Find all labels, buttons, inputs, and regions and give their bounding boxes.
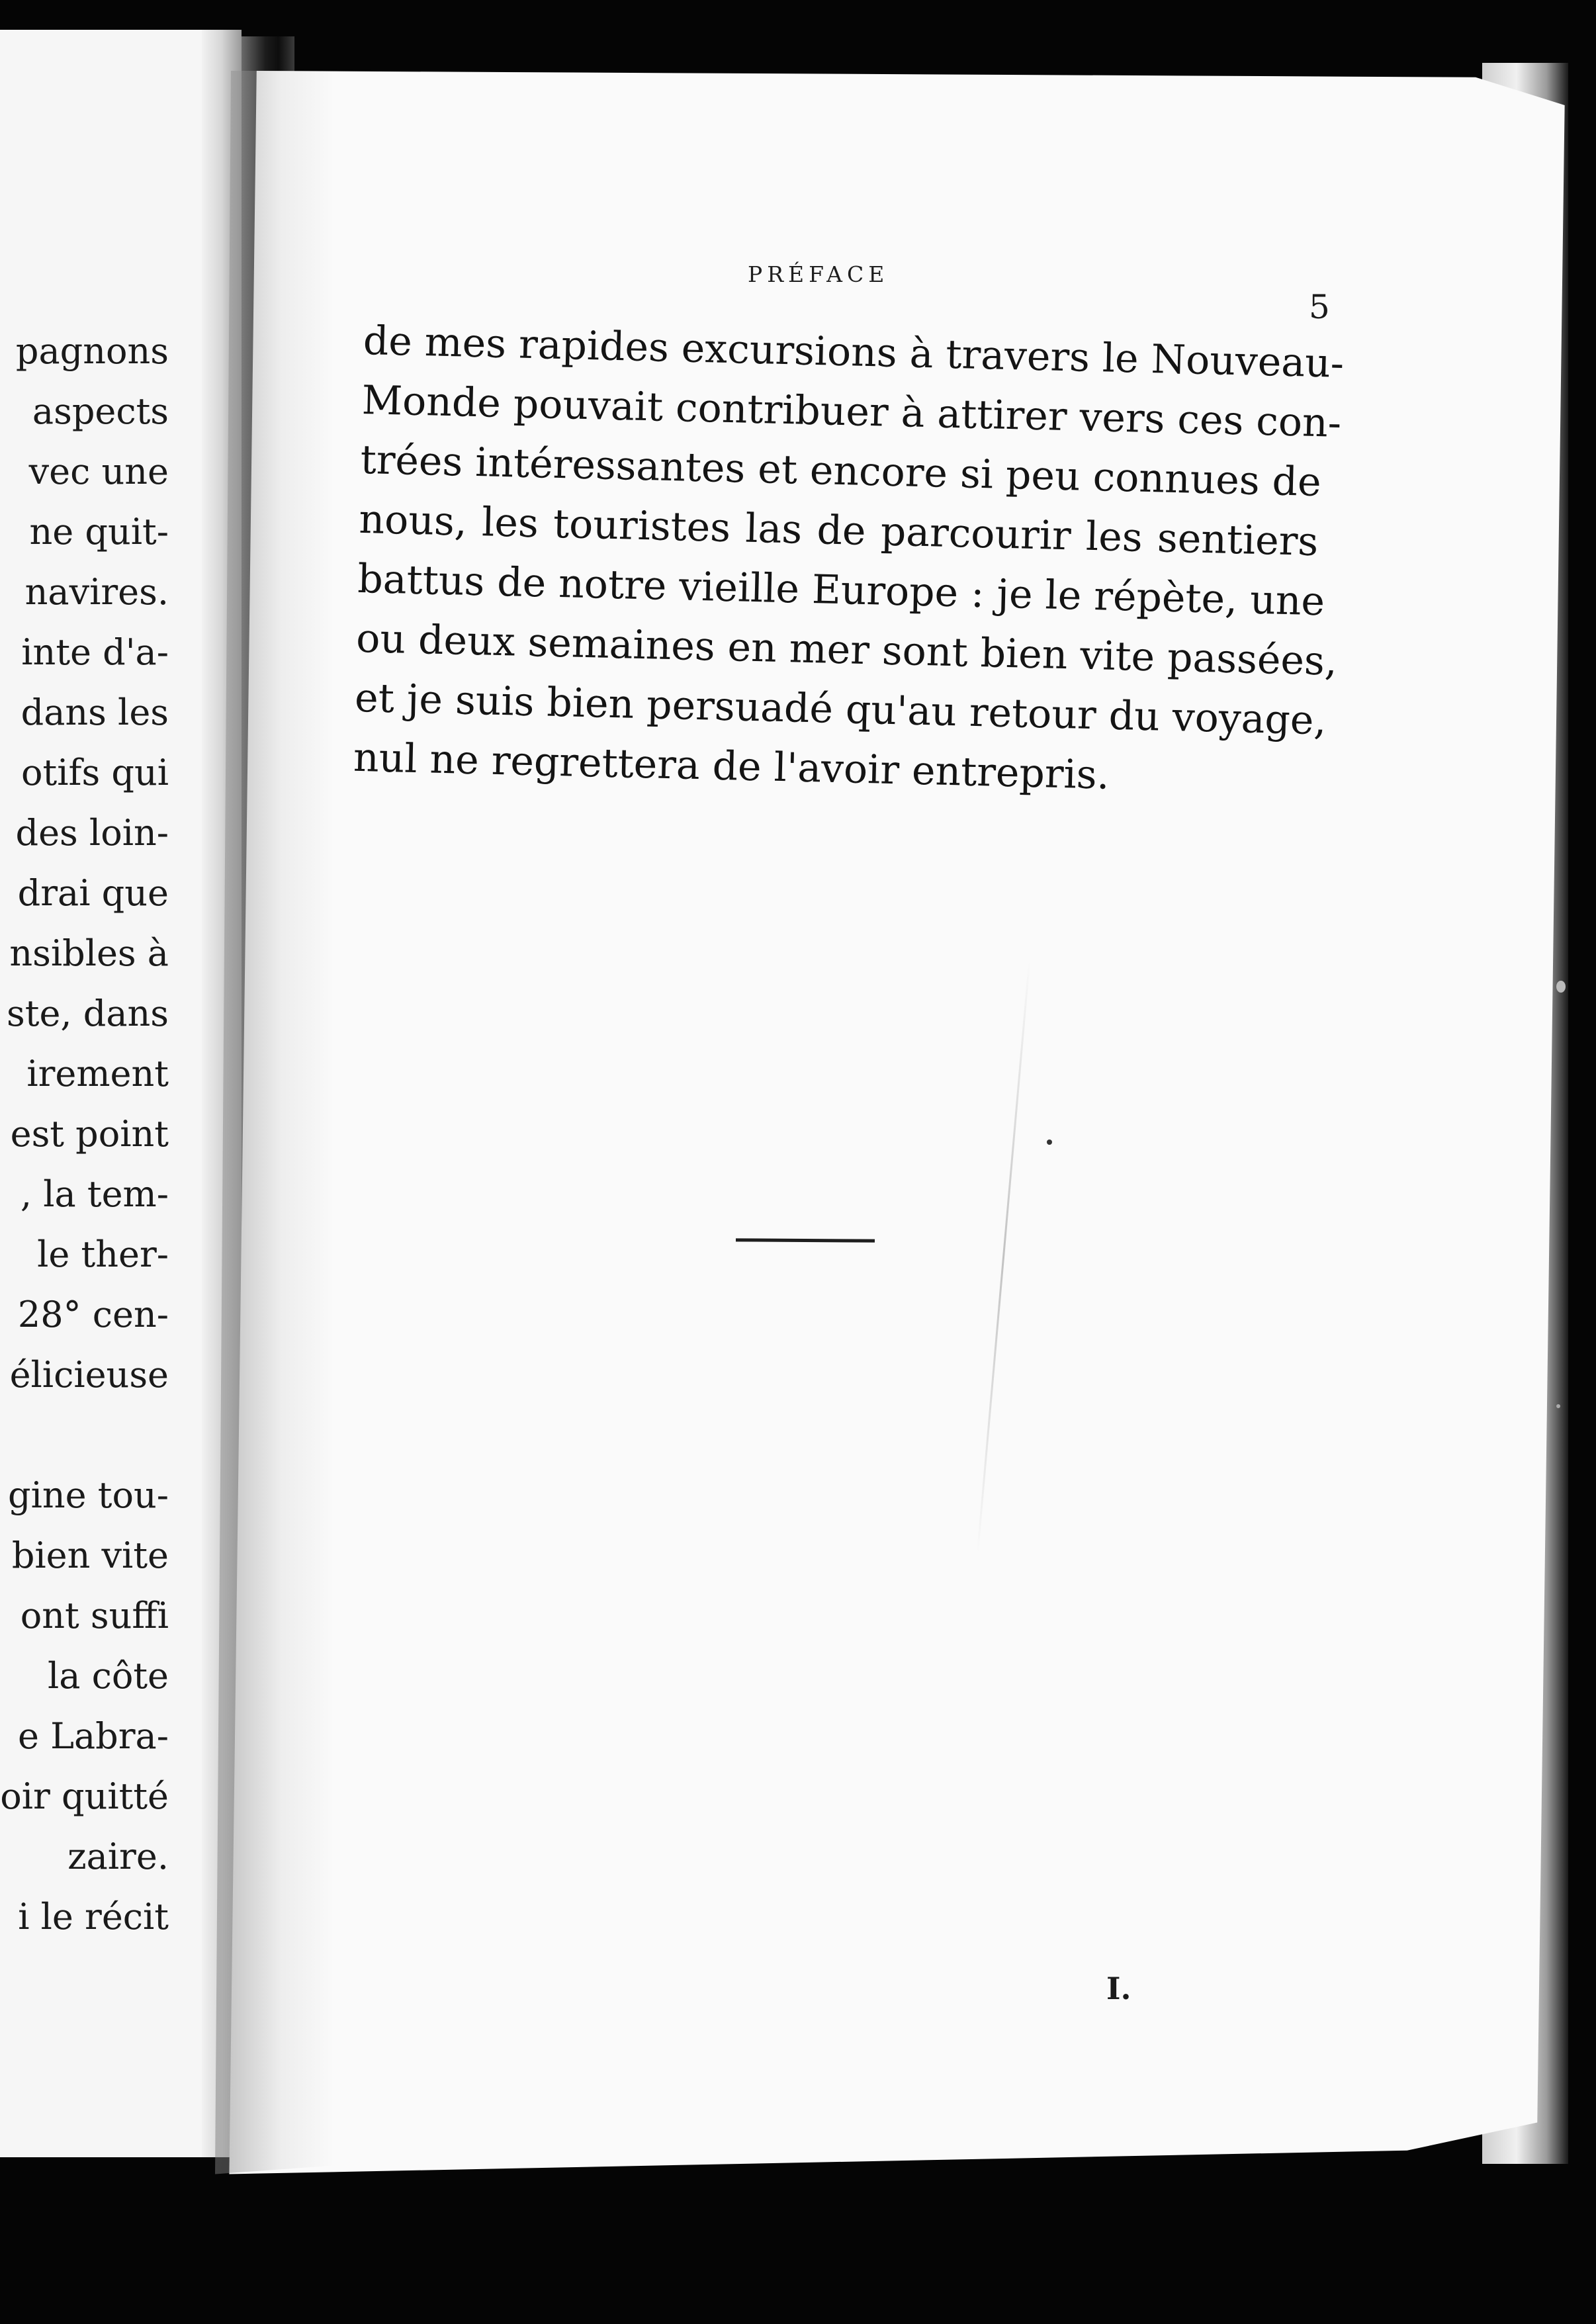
left-page-line: , la tem- xyxy=(20,1173,169,1215)
left-page-line: oir quitté xyxy=(0,1775,169,1817)
left-page-line: dans les xyxy=(21,692,169,733)
left-page-text xyxy=(0,321,169,1947)
ink-speck xyxy=(1556,981,1566,993)
left-page-line: 28° cen- xyxy=(17,1294,169,1335)
left-page-line: nsibles à xyxy=(9,932,169,974)
left-page-line: irement xyxy=(26,1053,169,1095)
left-page-line: navires. xyxy=(24,571,169,613)
left-page-line: ne quit- xyxy=(29,511,169,553)
left-page-line: aspects xyxy=(32,390,169,432)
left-page-line: pagnons xyxy=(15,330,169,372)
ink-speck xyxy=(1047,1140,1052,1145)
left-page-line: élicieuse xyxy=(9,1354,169,1396)
body-line: et je suis bien persuadé qu'au retour du voyage, xyxy=(354,674,1327,744)
left-page xyxy=(0,30,242,2157)
left-page-line: gine tou- xyxy=(8,1474,169,1516)
body-line: battus de notre vieille Europe : je le répète, une xyxy=(357,555,1325,625)
body-line: ou deux semaines en mer sont bien vite passées, xyxy=(355,615,1338,685)
left-page-line: zaire. xyxy=(67,1836,169,1877)
left-page-line xyxy=(0,1405,169,1465)
left-page-line: vec une xyxy=(28,451,169,492)
body-line: nous, les touristes las de parcourir les sentiers xyxy=(358,496,1319,566)
left-page-line: la côte xyxy=(47,1655,169,1697)
signature-mark: I. xyxy=(1106,1971,1131,2006)
running-head: PRÉFACE xyxy=(748,261,889,287)
body-line: de mes rapides excursions à travers le Nouveau- xyxy=(363,317,1345,387)
preface-paragraph xyxy=(353,311,1345,810)
left-page-line: le ther- xyxy=(37,1233,169,1275)
left-page-line: bien vite xyxy=(11,1535,169,1576)
left-page-line: drai que xyxy=(17,872,169,914)
page-number: 5 xyxy=(1309,288,1330,326)
left-page-line: e Labra- xyxy=(18,1715,169,1757)
left-page-line: est point xyxy=(10,1113,169,1155)
left-page-line: i le récit xyxy=(18,1896,169,1938)
left-page-line: ont suffi xyxy=(20,1595,169,1636)
body-line: nul ne regrettera de l'avoir entrepris. xyxy=(353,734,1110,799)
ink-speck xyxy=(1556,1404,1560,1408)
left-page-line: ste, dans xyxy=(7,993,169,1034)
body-line: Monde pouvait contribuer à attirer vers ces con- xyxy=(361,377,1342,447)
body-line: trées intéressantes et encore si peu connues de xyxy=(359,436,1322,506)
left-page-line: des loin- xyxy=(15,812,169,854)
left-page-line: inte d'a- xyxy=(21,631,169,673)
left-page-line: otifs qui xyxy=(21,752,169,793)
